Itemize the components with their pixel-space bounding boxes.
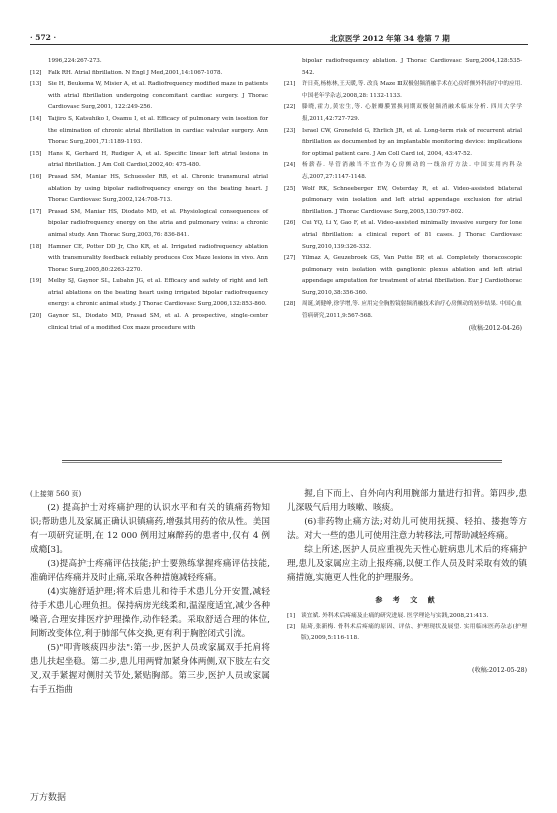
- reference-text: Hamner CE, Potter DD Jr, Cho KR, et al. Irrigated radiofrequency ablation with transmurality feedback reliably produces Cox Maze lesions in vivo. Ann Thorac Surg,2005,80:2263-2270.: [48, 243, 268, 273]
- reference-item: [30, 276, 268, 311]
- reference-item: [284, 218, 522, 253]
- reference-number: [19]: [30, 278, 42, 285]
- reference-text: Cui YQ, Li Y, Gao F, et al. Video-assisted minimally invasive surgery for lone atrial fibrillation: a clinical report of 81 cases. J Thorac Cardiovasc Surg,2010,139:326-332.: [302, 220, 522, 250]
- reference-item: [284, 56, 522, 79]
- reference-number: [12]: [30, 69, 42, 76]
- reference-number: [22]: [284, 104, 296, 111]
- reference-text: 许日英,杨栋林,王天暖,等. 改良 Maze Ⅲ双极射频消融手术在心房纤颤外科治疗中的应用. 中国老年学杂志,2008,28: 1132-1133.: [302, 81, 522, 99]
- header-rule: [30, 44, 528, 45]
- reference-number: [16]: [30, 173, 42, 180]
- reference-text: Israel CW, Gronefeld G, Ehrlich JR, et al. Long-term risk of recurrent atrial fibrillation as documented by an implantable monitoring device: implications for optimal patient care. J Am Coll Card iol, 2004, 43:47-52.: [302, 127, 522, 157]
- reference-text: Falk RH. Atrial fibrillation. N Engl J Med,2001,14:1067-1078.: [48, 69, 223, 76]
- reference-number: [23]: [284, 127, 296, 134]
- reference-number: [13]: [30, 81, 42, 88]
- reference-number: [27]: [284, 255, 296, 262]
- reference-number: [25]: [284, 185, 296, 192]
- reference-item: [30, 79, 268, 114]
- body-paragraph: (6)非药物止痛方法;对幼儿可使用抚摸、轻拍、搂抱等方法。对大一些的患儿可使用注意力转移法,可帮助减轻疼痛。: [287, 517, 527, 541]
- reference-text: 陆琦,张新梅. 骨科术后疼痛的原因、评估、护理现状及展望. 实用临床医药杂志(护理版),2009,5:116-118.: [301, 624, 527, 641]
- reference-item: [30, 207, 268, 242]
- reference-text: 滕晓,霍力,黄宏生,等. 心脏瓣膜置换同期双极射频消融术临床分析. 四川大学学报,2011,42:727-729.: [302, 104, 522, 122]
- body-paragraph: (3)提高护士疼痛评估技能;护士要熟练掌握疼痛评估技能,准确评估疼痛并及时止痛,采取各种措施减轻疼痛。: [30, 559, 270, 583]
- reference-text: Gaynor SL, Diodato MD, Prasad SM, et al. A prospective, single-center clinical trial of a modified Cox maze procedure with: [48, 313, 268, 331]
- reference-item: [284, 299, 522, 322]
- reference-text: Melby SJ, Gaynor SL, Lubahn JG, et al. Efficacy and safety of right and left atrial ablations on the beating heart using irrigated bipolar radiofrequency energy: a chronic animal study. J Thorac Cardiovasc Surg,2006,132:853-860.: [48, 278, 268, 308]
- reference-number: [14]: [30, 115, 42, 122]
- reference-item: [284, 253, 522, 299]
- reference-item: [30, 56, 268, 68]
- reference-number: [17]: [30, 208, 42, 215]
- continued-from-note: (上接第 560 页): [30, 490, 82, 498]
- reference-list-right: [284, 56, 522, 334]
- reference-text: Taijiro S, Katsuhiko I, Osamu I, et al. Efficacy of pulmonary vein isostion for the elimination of chronic atrial fibrillation in cardiac valvular surgery. Ann Thorac Surg,2001,71:1189-1193.: [48, 115, 268, 146]
- body-paragraph: (2) 提高护士对疼痛护理的认识水平和有关的镇痛药物知识;帮助患儿及家属正确认识镇痛药,增强其用药的依从性。美国有一项研究证明,在 12 000 例用过麻醉药的患者中,仅有 4 例成瘾[3]。: [30, 503, 270, 555]
- reference-list-left: [30, 56, 268, 334]
- reference-item: [30, 242, 268, 277]
- reference-number: [24]: [284, 162, 296, 169]
- body-column-left: [30, 487, 270, 697]
- reference-item: [30, 172, 268, 207]
- page-number: · 572 ·: [30, 33, 57, 42]
- reference-item: [30, 311, 268, 334]
- body-column-right: [287, 487, 527, 678]
- watermark-footer: 万方数据: [30, 793, 67, 803]
- body-paragraph: 综上所述,医护人员应重视先天性心脏病患儿术后的疼痛护理,患儿及家属应主动上报疼痛,以便工作人员及时采取有效的镇痛措施,实施更人性化的护理服务。: [287, 545, 527, 583]
- reference-item: [284, 79, 522, 102]
- reference-text: 1996,224:267-273.: [48, 58, 102, 64]
- reference-text: Yilmaz A, Geuzebroek GS, Van Putte BP, et al. Completely thoracoscopic pulmonary vein isolation with ganglionic plexus ablation and left atrial appendage amputation for treatment of atrial fibrillation. Eur J Cardiothorac Surg,2010,38:356-360.: [302, 255, 522, 296]
- reference-text: 周诞,刘健峥,徐学增,等. 应用完全胸腔镜射频消融技术治疗心房颤动的初步结果. 中国心血管病研究,2011,9:567-568.: [302, 301, 522, 320]
- reference-text: bipolar radiofrequency ablation. J Thorac Cardiovasc Surg,2004,128:535-542.: [302, 58, 522, 76]
- reference-text: Wolf RK, Schneeberger EW, Osterday R, et al. Video-assisted bilateral pulmonary vein isolation and left atrial appendage exclusion for atrial fibrillation. J Thorac Cardiovasc Surg,2005,130:797-802.: [302, 185, 522, 215]
- reference-item: [284, 160, 522, 183]
- reference-number: [26]: [284, 220, 296, 227]
- reference-text: 杨薪春. 导管消融当不宜作为心房颤动的一线治疗方法. 中国实用内科杂志,2007,27:1147-1148.: [302, 162, 522, 180]
- reference-item: [284, 126, 522, 161]
- reference-item: [30, 68, 268, 80]
- reference-item: [287, 622, 527, 644]
- body-paragraph: 握,自下而上、自外向内利用腕部力量进行扣背。第四步,患儿深吸气后用力咳嗽、咳痰。: [287, 489, 527, 513]
- body-paragraph: (5)"叩背咳痰四步法":第一步,医护人员或家属双手托肩将患儿扶起坐稳。第二步,患儿用两臂加紧身体两侧,双下肢左右交叉,双手紧握对侧肘关节处,紧贴胸部。第三步,医护人员或家属右手五指曲: [30, 643, 270, 695]
- reference-text: Hans K, Gerhard H, Rudiger A, et al. Specific linear left atrial lesions in atrial fibrillation. J Am Coll Cardiol,2002,40: 475-480.: [48, 150, 268, 169]
- reference-number: [21]: [284, 81, 296, 88]
- article-divider-thin: [62, 462, 502, 463]
- received-date: (收稿:2012-04-26): [468, 324, 522, 332]
- reference-number: [15]: [30, 150, 42, 157]
- reference-number: [28]: [284, 301, 296, 308]
- body-paragraph: (4)实施舒适护理;将术后患儿和待手术患儿分开安置,减轻待手术患儿心理负担。保持病房光线柔和,温湿度适宜,减少各种噪音,合理安排医疗护理操作,动作轻柔。采取舒适合理的体位,间断改变体位,利于肺部气体交换,更有利于胸腔闭式引流。: [30, 587, 270, 639]
- references-heading: 参 考 文 献: [375, 595, 439, 604]
- received-date: (收稿:2012-05-28): [472, 667, 527, 674]
- journal-header: 北京医学 2012 年第 34 卷第 7 期: [330, 34, 450, 43]
- reference-item: [287, 611, 527, 622]
- reference-text: 谈宜斌. 外科术后疼痛及止痛的研究进展. 医学理论与实践,2008,21:413.: [301, 613, 489, 619]
- reference-item: [284, 102, 522, 125]
- reference-item: [30, 149, 268, 172]
- reference-text: Prasad SM, Maniar HS, Diodato MD, et al. Physiological consequences of bipolar radiofrequency energy on the atria and pulmonary veins: a chronic animal study. Ann Thorac Surg,2003,76: 836-841.: [48, 208, 268, 238]
- reference-text: Prasad SM, Maniar HS, Schuessler RB, et al. Chronic transmural atrial ablation by using bipolar radiofrequency energy on the beating heart. J Thorac Cardiovasc Surg,2002,124:708-713.: [48, 173, 268, 204]
- reference-item: [284, 184, 522, 219]
- reference-text: Sie H, Beukema W, Misier A, et al. Radiofrequency modified maze in patients with atrial fibrillation undergoing concomitant cardiac surgery. J Thorac Cardiovasc Surg,2001, 122:249-256.: [48, 81, 268, 111]
- article-divider: [62, 460, 502, 461]
- reference-number: [20]: [30, 313, 42, 320]
- reference-number: [2]: [287, 624, 296, 630]
- reference-item: [30, 114, 268, 149]
- reference-number: [18]: [30, 243, 42, 250]
- reference-number: [1]: [287, 613, 296, 619]
